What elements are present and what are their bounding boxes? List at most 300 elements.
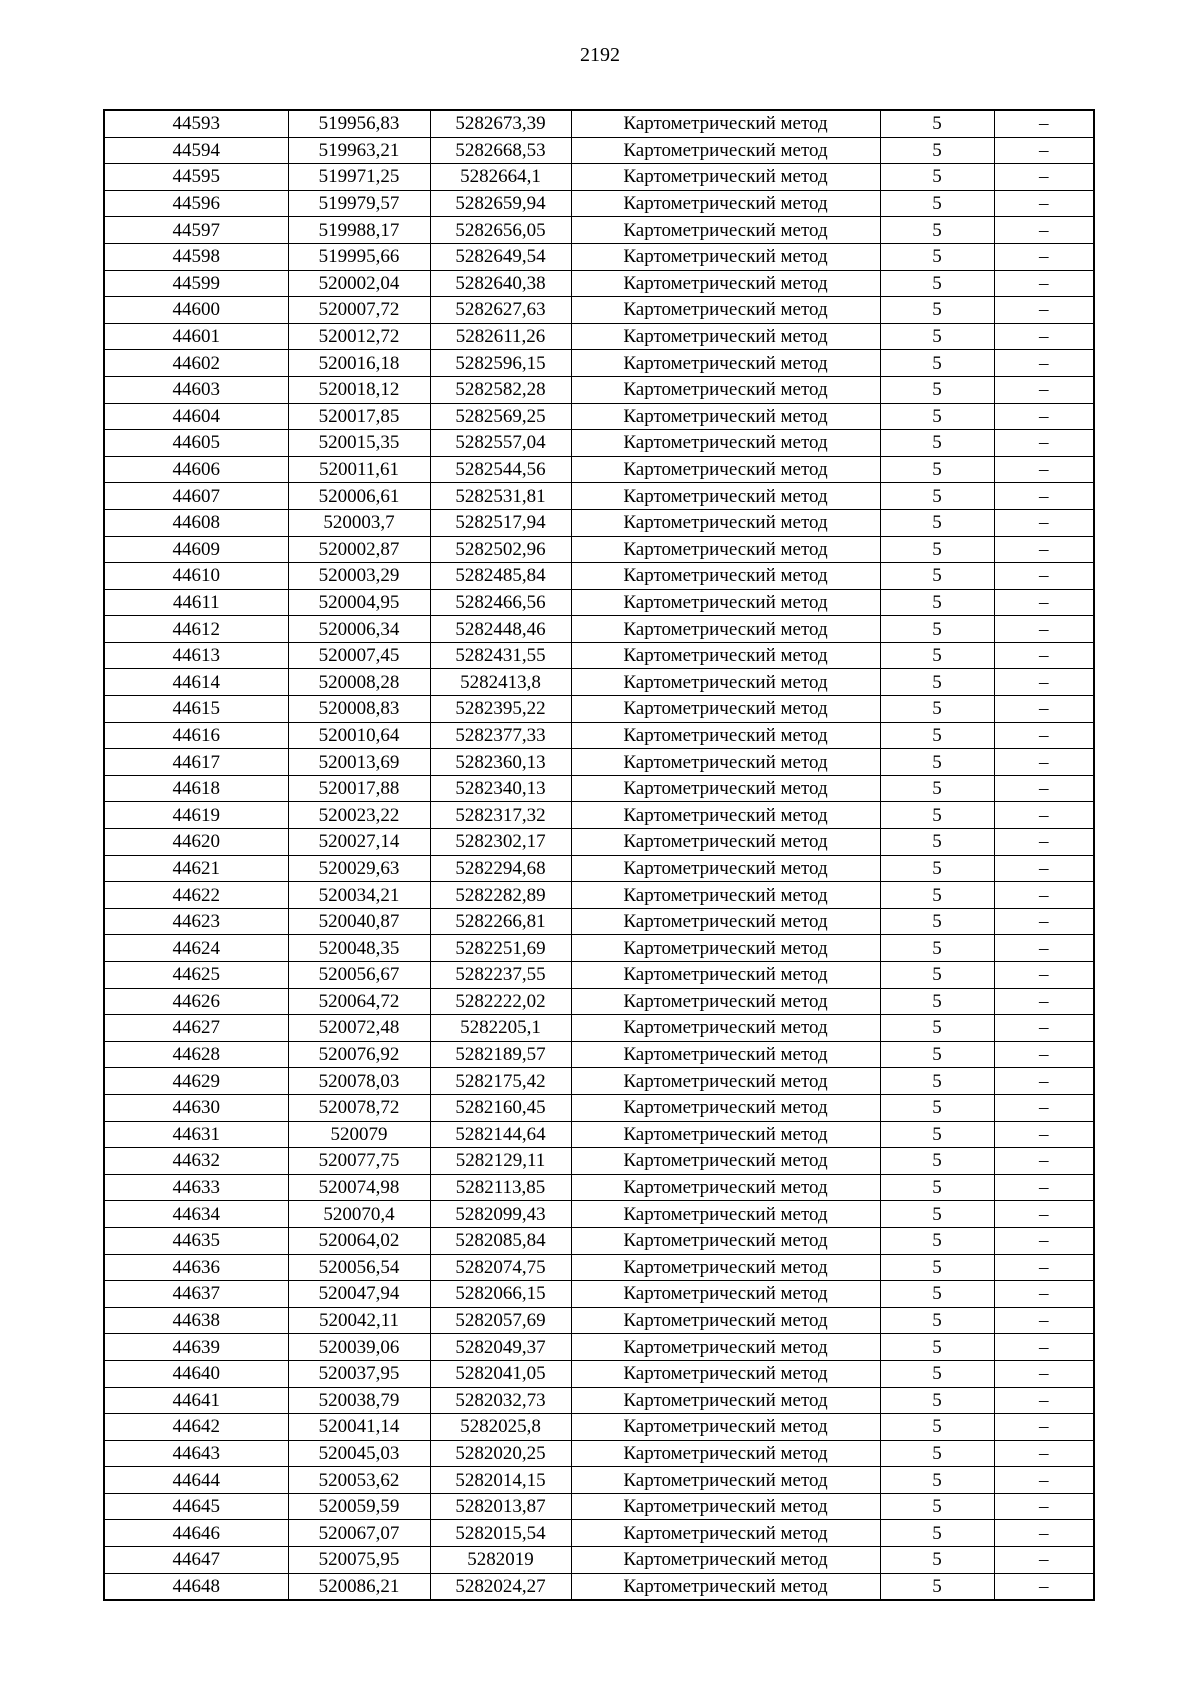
y-coordinate-cell: 5282144,64 (430, 1121, 571, 1148)
accuracy-cell: 5 (880, 1174, 994, 1201)
accuracy-cell: 5 (880, 1254, 994, 1281)
x-coordinate-cell: 520078,72 (288, 1094, 430, 1121)
description-cell: – (994, 1414, 1094, 1441)
x-coordinate-cell: 520012,72 (288, 323, 430, 350)
description-cell: – (994, 749, 1094, 776)
method-cell: Картометрический метод (571, 616, 880, 643)
x-coordinate-cell: 520042,11 (288, 1307, 430, 1334)
accuracy-cell: 5 (880, 802, 994, 829)
accuracy-cell: 5 (880, 509, 994, 536)
point-number-cell: 44632 (104, 1148, 288, 1175)
table-row (104, 110, 1094, 137)
method-cell: Картометрический метод (571, 1520, 880, 1547)
description-cell: – (994, 1121, 1094, 1148)
x-coordinate-cell: 520067,07 (288, 1520, 430, 1547)
method-cell: Картометрический метод (571, 1307, 880, 1334)
y-coordinate-cell: 5282302,17 (430, 829, 571, 856)
table-row (104, 988, 1094, 1015)
x-coordinate-cell: 519971,25 (288, 164, 430, 191)
method-cell: Картометрический метод (571, 1094, 880, 1121)
method-cell: Картометрический метод (571, 376, 880, 403)
point-number-cell: 44630 (104, 1094, 288, 1121)
x-coordinate-cell: 520040,87 (288, 908, 430, 935)
accuracy-cell: 5 (880, 1387, 994, 1414)
table-row (104, 243, 1094, 270)
accuracy-cell: 5 (880, 164, 994, 191)
table-row (104, 430, 1094, 457)
table-row (104, 616, 1094, 643)
table-row (104, 1440, 1094, 1467)
y-coordinate-cell: 5282066,15 (430, 1281, 571, 1308)
accuracy-cell: 5 (880, 1227, 994, 1254)
point-number-cell: 44643 (104, 1440, 288, 1467)
description-cell: – (994, 536, 1094, 563)
y-coordinate-cell: 5282189,57 (430, 1041, 571, 1068)
y-coordinate-cell: 5282113,85 (430, 1174, 571, 1201)
x-coordinate-cell: 520006,61 (288, 483, 430, 510)
table-row (104, 935, 1094, 962)
accuracy-cell: 5 (880, 1334, 994, 1361)
accuracy-cell: 5 (880, 642, 994, 669)
table-row (104, 1573, 1094, 1600)
y-coordinate-cell: 5282074,75 (430, 1254, 571, 1281)
y-coordinate-cell: 5282413,8 (430, 669, 571, 696)
method-cell: Картометрический метод (571, 1547, 880, 1574)
description-cell: – (994, 908, 1094, 935)
description-cell: – (994, 988, 1094, 1015)
method-cell: Картометрический метод (571, 722, 880, 749)
y-coordinate-cell: 5282237,55 (430, 962, 571, 989)
x-coordinate-cell: 520056,54 (288, 1254, 430, 1281)
description-cell: – (994, 483, 1094, 510)
point-number-cell: 44595 (104, 164, 288, 191)
description-cell: – (994, 1440, 1094, 1467)
method-cell: Картометрический метод (571, 775, 880, 802)
accuracy-cell: 5 (880, 563, 994, 590)
table-row (104, 1467, 1094, 1494)
method-cell: Картометрический метод (571, 935, 880, 962)
table-row (104, 1387, 1094, 1414)
accuracy-cell: 5 (880, 589, 994, 616)
x-coordinate-cell: 520011,61 (288, 456, 430, 483)
method-cell: Картометрический метод (571, 908, 880, 935)
accuracy-cell: 5 (880, 430, 994, 457)
x-coordinate-cell: 520079 (288, 1121, 430, 1148)
point-number-cell: 44613 (104, 642, 288, 669)
description-cell: – (994, 1201, 1094, 1228)
accuracy-cell: 5 (880, 483, 994, 510)
x-coordinate-cell: 520007,45 (288, 642, 430, 669)
x-coordinate-cell: 520023,22 (288, 802, 430, 829)
accuracy-cell: 5 (880, 749, 994, 776)
accuracy-cell: 5 (880, 1547, 994, 1574)
method-cell: Картометрический метод (571, 1467, 880, 1494)
table-row (104, 749, 1094, 776)
x-coordinate-cell: 520053,62 (288, 1467, 430, 1494)
x-coordinate-cell: 520010,64 (288, 722, 430, 749)
x-coordinate-cell: 519979,57 (288, 190, 430, 217)
y-coordinate-cell: 5282015,54 (430, 1520, 571, 1547)
accuracy-cell: 5 (880, 882, 994, 909)
table-row (104, 456, 1094, 483)
accuracy-cell: 5 (880, 1041, 994, 1068)
x-coordinate-cell: 520075,95 (288, 1547, 430, 1574)
table-row (104, 323, 1094, 350)
table-row (104, 962, 1094, 989)
point-number-cell: 44606 (104, 456, 288, 483)
description-cell: – (994, 1015, 1094, 1042)
point-number-cell: 44627 (104, 1015, 288, 1042)
table-row (104, 1015, 1094, 1042)
description-cell: – (994, 563, 1094, 590)
point-number-cell: 44646 (104, 1520, 288, 1547)
y-coordinate-cell: 5282205,1 (430, 1015, 571, 1042)
x-coordinate-cell: 520047,94 (288, 1281, 430, 1308)
point-number-cell: 44614 (104, 669, 288, 696)
accuracy-cell: 5 (880, 243, 994, 270)
accuracy-cell: 5 (880, 1068, 994, 1095)
table-row (104, 775, 1094, 802)
y-coordinate-cell: 5282582,28 (430, 376, 571, 403)
point-number-cell: 44605 (104, 430, 288, 457)
y-coordinate-cell: 5282129,11 (430, 1148, 571, 1175)
y-coordinate-cell: 5282659,94 (430, 190, 571, 217)
description-cell: – (994, 110, 1094, 137)
description-cell: – (994, 855, 1094, 882)
table-row (104, 1121, 1094, 1148)
point-number-cell: 44603 (104, 376, 288, 403)
description-cell: – (994, 376, 1094, 403)
y-coordinate-cell: 5282013,87 (430, 1493, 571, 1520)
point-number-cell: 44638 (104, 1307, 288, 1334)
accuracy-cell: 5 (880, 1360, 994, 1387)
accuracy-cell: 5 (880, 1307, 994, 1334)
method-cell: Картометрический метод (571, 1201, 880, 1228)
x-coordinate-cell: 520018,12 (288, 376, 430, 403)
method-cell: Картометрический метод (571, 1068, 880, 1095)
description-cell: – (994, 1068, 1094, 1095)
description-cell: – (994, 722, 1094, 749)
method-cell: Картометрический метод (571, 829, 880, 856)
point-number-cell: 44621 (104, 855, 288, 882)
x-coordinate-cell: 520077,75 (288, 1148, 430, 1175)
x-coordinate-cell: 520015,35 (288, 430, 430, 457)
y-coordinate-cell: 5282544,56 (430, 456, 571, 483)
method-cell: Картометрический метод (571, 297, 880, 324)
y-coordinate-cell: 5282557,04 (430, 430, 571, 457)
accuracy-cell: 5 (880, 1440, 994, 1467)
method-cell: Картометрический метод (571, 1174, 880, 1201)
description-cell: – (994, 323, 1094, 350)
y-coordinate-cell: 5282282,89 (430, 882, 571, 909)
method-cell: Картометрический метод (571, 563, 880, 590)
description-cell: – (994, 1520, 1094, 1547)
y-coordinate-cell: 5282377,33 (430, 722, 571, 749)
description-cell: – (994, 456, 1094, 483)
x-coordinate-cell: 519988,17 (288, 217, 430, 244)
description-cell: – (994, 1281, 1094, 1308)
x-coordinate-cell: 520086,21 (288, 1573, 430, 1600)
y-coordinate-cell: 5282222,02 (430, 988, 571, 1015)
accuracy-cell: 5 (880, 217, 994, 244)
method-cell: Картометрический метод (571, 962, 880, 989)
x-coordinate-cell: 520038,79 (288, 1387, 430, 1414)
point-number-cell: 44635 (104, 1227, 288, 1254)
description-cell: – (994, 1254, 1094, 1281)
method-cell: Картометрический метод (571, 323, 880, 350)
table-row (104, 1254, 1094, 1281)
x-coordinate-cell: 520064,02 (288, 1227, 430, 1254)
description-cell: – (994, 1041, 1094, 1068)
point-number-cell: 44604 (104, 403, 288, 430)
y-coordinate-cell: 5282649,54 (430, 243, 571, 270)
y-coordinate-cell: 5282317,32 (430, 802, 571, 829)
point-number-cell: 44623 (104, 908, 288, 935)
point-number-cell: 44596 (104, 190, 288, 217)
description-cell: – (994, 137, 1094, 164)
y-coordinate-cell: 5282049,37 (430, 1334, 571, 1361)
table-row (104, 190, 1094, 217)
table-row (104, 669, 1094, 696)
accuracy-cell: 5 (880, 1520, 994, 1547)
description-cell: – (994, 1360, 1094, 1387)
method-cell: Картометрический метод (571, 749, 880, 776)
x-coordinate-cell: 520037,95 (288, 1360, 430, 1387)
x-coordinate-cell: 520045,03 (288, 1440, 430, 1467)
table-row (104, 696, 1094, 723)
description-cell: – (994, 1493, 1094, 1520)
accuracy-cell: 5 (880, 350, 994, 377)
method-cell: Картометрический метод (571, 1041, 880, 1068)
point-number-cell: 44600 (104, 297, 288, 324)
point-number-cell: 44637 (104, 1281, 288, 1308)
point-number-cell: 44618 (104, 775, 288, 802)
y-coordinate-cell: 5282014,15 (430, 1467, 571, 1494)
accuracy-cell: 5 (880, 110, 994, 137)
point-number-cell: 44625 (104, 962, 288, 989)
method-cell: Картометрический метод (571, 110, 880, 137)
table-row (104, 376, 1094, 403)
table-row (104, 1068, 1094, 1095)
method-cell: Картометрический метод (571, 696, 880, 723)
accuracy-cell: 5 (880, 1467, 994, 1494)
method-cell: Картометрический метод (571, 1387, 880, 1414)
point-number-cell: 44640 (104, 1360, 288, 1387)
method-cell: Картометрический метод (571, 1254, 880, 1281)
description-cell: – (994, 190, 1094, 217)
y-coordinate-cell: 5282340,13 (430, 775, 571, 802)
description-cell: – (994, 616, 1094, 643)
table-row (104, 1201, 1094, 1228)
point-number-cell: 44610 (104, 563, 288, 590)
point-number-cell: 44634 (104, 1201, 288, 1228)
point-number-cell: 44645 (104, 1493, 288, 1520)
table-row (104, 1041, 1094, 1068)
table-row (104, 722, 1094, 749)
x-coordinate-cell: 520007,72 (288, 297, 430, 324)
y-coordinate-cell: 5282431,55 (430, 642, 571, 669)
method-cell: Картометрический метод (571, 270, 880, 297)
method-cell: Картометрический метод (571, 509, 880, 536)
table-row (104, 483, 1094, 510)
x-coordinate-cell: 519956,83 (288, 110, 430, 137)
description-cell: – (994, 1573, 1094, 1600)
x-coordinate-cell: 520074,98 (288, 1174, 430, 1201)
method-cell: Картометрический метод (571, 350, 880, 377)
page-number: 2192 (580, 44, 620, 66)
point-number-cell: 44633 (104, 1174, 288, 1201)
description-cell: – (994, 589, 1094, 616)
y-coordinate-cell: 5282502,96 (430, 536, 571, 563)
accuracy-cell: 5 (880, 722, 994, 749)
table-row (104, 908, 1094, 935)
x-coordinate-cell: 520039,06 (288, 1334, 430, 1361)
description-cell: – (994, 509, 1094, 536)
description-cell: – (994, 1174, 1094, 1201)
y-coordinate-cell: 5282025,8 (430, 1414, 571, 1441)
table-body (104, 110, 1094, 1600)
point-number-cell: 44619 (104, 802, 288, 829)
method-cell: Картометрический метод (571, 589, 880, 616)
method-cell: Картометрический метод (571, 1440, 880, 1467)
y-coordinate-cell: 5282596,15 (430, 350, 571, 377)
method-cell: Картометрический метод (571, 1121, 880, 1148)
x-coordinate-cell: 520002,87 (288, 536, 430, 563)
table-row (104, 1360, 1094, 1387)
description-cell: – (994, 270, 1094, 297)
method-cell: Картометрический метод (571, 243, 880, 270)
table-row (104, 1281, 1094, 1308)
method-cell: Картометрический метод (571, 1573, 880, 1600)
table-row (104, 855, 1094, 882)
table-row (104, 802, 1094, 829)
method-cell: Картометрический метод (571, 882, 880, 909)
method-cell: Картометрический метод (571, 1360, 880, 1387)
y-coordinate-cell: 5282024,27 (430, 1573, 571, 1600)
description-cell: – (994, 669, 1094, 696)
y-coordinate-cell: 5282664,1 (430, 164, 571, 191)
y-coordinate-cell: 5282360,13 (430, 749, 571, 776)
point-number-cell: 44617 (104, 749, 288, 776)
y-coordinate-cell: 5282266,81 (430, 908, 571, 935)
y-coordinate-cell: 5282041,05 (430, 1360, 571, 1387)
method-cell: Картометрический метод (571, 642, 880, 669)
point-number-cell: 44641 (104, 1387, 288, 1414)
table-row (104, 1307, 1094, 1334)
method-cell: Картометрический метод (571, 137, 880, 164)
x-coordinate-cell: 520041,14 (288, 1414, 430, 1441)
description-cell: – (994, 882, 1094, 909)
accuracy-cell: 5 (880, 137, 994, 164)
x-coordinate-cell: 520003,29 (288, 563, 430, 590)
x-coordinate-cell: 520017,85 (288, 403, 430, 430)
point-number-cell: 44629 (104, 1068, 288, 1095)
accuracy-cell: 5 (880, 1094, 994, 1121)
method-cell: Картометрический метод (571, 456, 880, 483)
accuracy-cell: 5 (880, 855, 994, 882)
method-cell: Картометрический метод (571, 1281, 880, 1308)
method-cell: Картометрический метод (571, 1015, 880, 1042)
x-coordinate-cell: 520003,7 (288, 509, 430, 536)
method-cell: Картометрический метод (571, 1227, 880, 1254)
y-coordinate-cell: 5282020,25 (430, 1440, 571, 1467)
y-coordinate-cell: 5282057,69 (430, 1307, 571, 1334)
x-coordinate-cell: 520059,59 (288, 1493, 430, 1520)
point-number-cell: 44642 (104, 1414, 288, 1441)
method-cell: Картометрический метод (571, 669, 880, 696)
x-coordinate-cell: 520034,21 (288, 882, 430, 909)
y-coordinate-cell: 5282673,39 (430, 110, 571, 137)
y-coordinate-cell: 5282466,56 (430, 589, 571, 616)
x-coordinate-cell: 520070,4 (288, 1201, 430, 1228)
x-coordinate-cell: 520013,69 (288, 749, 430, 776)
description-cell: – (994, 642, 1094, 669)
coordinates-table (103, 109, 1095, 1601)
y-coordinate-cell: 5282251,69 (430, 935, 571, 962)
point-number-cell: 44616 (104, 722, 288, 749)
table-row (104, 882, 1094, 909)
table-row (104, 350, 1094, 377)
point-number-cell: 44639 (104, 1334, 288, 1361)
method-cell: Картометрический метод (571, 1414, 880, 1441)
table-row (104, 297, 1094, 324)
accuracy-cell: 5 (880, 270, 994, 297)
accuracy-cell: 5 (880, 988, 994, 1015)
method-cell: Картометрический метод (571, 1148, 880, 1175)
description-cell: – (994, 1307, 1094, 1334)
x-coordinate-cell: 520004,95 (288, 589, 430, 616)
accuracy-cell: 5 (880, 1281, 994, 1308)
accuracy-cell: 5 (880, 190, 994, 217)
method-cell: Картометрический метод (571, 217, 880, 244)
description-cell: – (994, 962, 1094, 989)
table-row (104, 829, 1094, 856)
description-cell: – (994, 403, 1094, 430)
accuracy-cell: 5 (880, 297, 994, 324)
method-cell: Картометрический метод (571, 190, 880, 217)
method-cell: Картометрический метод (571, 1334, 880, 1361)
accuracy-cell: 5 (880, 829, 994, 856)
point-number-cell: 44648 (104, 1573, 288, 1600)
accuracy-cell: 5 (880, 669, 994, 696)
y-coordinate-cell: 5282019 (430, 1547, 571, 1574)
y-coordinate-cell: 5282032,73 (430, 1387, 571, 1414)
point-number-cell: 44608 (104, 509, 288, 536)
x-coordinate-cell: 520008,83 (288, 696, 430, 723)
method-cell: Картометрический метод (571, 536, 880, 563)
accuracy-cell: 5 (880, 1148, 994, 1175)
point-number-cell: 44615 (104, 696, 288, 723)
point-number-cell: 44620 (104, 829, 288, 856)
y-coordinate-cell: 5282485,84 (430, 563, 571, 590)
point-number-cell: 44602 (104, 350, 288, 377)
x-coordinate-cell: 520029,63 (288, 855, 430, 882)
y-coordinate-cell: 5282611,26 (430, 323, 571, 350)
accuracy-cell: 5 (880, 775, 994, 802)
point-number-cell: 44644 (104, 1467, 288, 1494)
description-cell: – (994, 1467, 1094, 1494)
x-coordinate-cell: 520002,04 (288, 270, 430, 297)
accuracy-cell: 5 (880, 403, 994, 430)
point-number-cell: 44622 (104, 882, 288, 909)
x-coordinate-cell: 520006,34 (288, 616, 430, 643)
point-number-cell: 44609 (104, 536, 288, 563)
accuracy-cell: 5 (880, 1121, 994, 1148)
point-number-cell: 44631 (104, 1121, 288, 1148)
method-cell: Картометрический метод (571, 430, 880, 457)
description-cell: – (994, 1094, 1094, 1121)
table-row (104, 164, 1094, 191)
